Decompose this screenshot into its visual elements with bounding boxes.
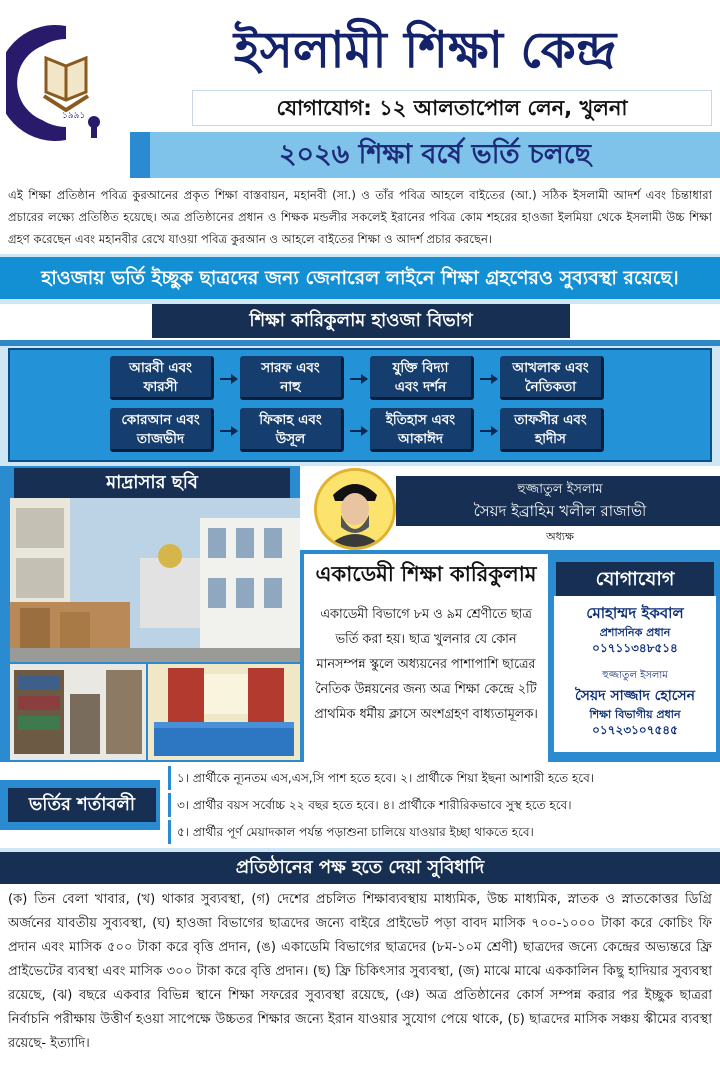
contact-2-phone[interactable]: ০১৭২৩১০৭৫৪৫ <box>592 723 678 737</box>
subject-arabic-persian <box>110 356 214 400</box>
page-title: ইসলামী শিক্ষা কেন্দ্র <box>233 20 617 79</box>
facilities-list: (ক) তিন বেলা খাবার, (খ) থাকার সুব্যবস্থা, (গ) দেশের প্রচলিত শিক্ষাব্যবস্থায় মাধ্যমিক, উচ্চ মাধ্যমিক, স্নাতক ও স্নাতকোত্তর ডিগ্রি অর্জনের যাবতীয় সুব্যবস্থা, (ঘ) হাওজা বিভাগের ছাত্রদের জন্যে বাইরে প্রাইভেট পড়া বাবদ মাসিক ৭০০-১০০০ টাকা করে কোচিং ফি প্রদান এবং মাসিক ৫০০ টাকা করে বৃত্তি প্রদান, (ঙ) একাডেমি বিভাগের ছাত্রদের (৮ম-১০ম শ্রেণী) ছাত্রদের জন্যে কেন্দ্রের অভ্যন্তরে ফ্রি প্রাইভেটের ব্যবস্থা এবং মাসিক ৩০০ টাকা করে বৃত্তি প্রদান। (ছ) ফ্রি চিকিৎসার সুব্যবস্থা, (জ) মাঝে মাঝে এককালিন কিছু হাদিয়ার সুব্যবস্থা রয়েছে, (ঝ) বছরে একবার বিভিন্ন স্থানে শিক্ষা সফরের সুব্যবস্থা রয়েছে, (ঞ) অত্র প্রতিষ্ঠানের কোর্স সম্পন্ন করার পর ইচ্ছুক ছাত্ররা নির্বাচনি পরীক্ষায় উত্তীর্ণ হওয়া সাপেক্ষে উচ্চতর শিক্ষার জন্যে ইরান যাওয়ার সুযোগ পেয়ে থাকে, (চ) ছাত্রদের মাসিক সঞ্চয় স্কীমের ব্যবস্থা রয়েছে- ইত্যাদি। <box>0 884 720 1080</box>
admission-stripe <box>130 132 150 178</box>
arrow-icon <box>350 430 366 432</box>
arrow-icon <box>350 378 366 380</box>
condition-line: ৩। প্রার্থীর বয়স সর্বোচ্চ ২২ বছর হতে হবে। ৪। প্রার্থীকে শারীরিকভাবে সুস্থ হতে হবে। <box>168 793 716 817</box>
subject-label: তাফসীর এবং হাদীস <box>514 412 587 447</box>
madrasa-building-photo <box>10 498 300 662</box>
arrow-icon <box>480 430 496 432</box>
logo <box>6 18 124 148</box>
curriculum-grid <box>8 348 712 462</box>
contact-details <box>554 596 716 752</box>
subject-logic-philosophy <box>370 356 474 400</box>
subject-sarf-nahu <box>240 356 344 400</box>
contact-2-role: শিক্ষা বিভাগীয় প্রধান <box>589 708 681 721</box>
contact-1-phone[interactable]: ০১৭১১৩৪৮৫১৪ <box>592 641 678 655</box>
facilities-heading: প্রতিষ্ঠানের পক্ষ হতে দেয়া সুবিধাদি <box>0 852 720 884</box>
photo-section-title: মাদ্রাসার ছবি <box>14 468 290 498</box>
subject-label: ফিকাহ এবং উসূল <box>259 412 322 447</box>
arrow-icon <box>480 378 496 380</box>
subject-label: ইতিহাস এবং আকাঈদ <box>385 412 456 447</box>
subject-label: সারফ এবং নাহু <box>261 360 320 395</box>
subject-label: আরবী এবং ফারসী <box>129 360 192 395</box>
arrow-icon <box>220 430 236 432</box>
subject-label: আখলাক এবং নৈতিকতা <box>512 360 589 395</box>
subject-fiqh-usul <box>240 408 344 452</box>
contact-1-name: মোহাম্মদ ইকবাল <box>586 604 684 622</box>
logo-year: ১৯৯১ <box>62 111 86 121</box>
director-role: অধ্যক্ষ <box>546 530 574 543</box>
subject-label: যুক্তি বিদ্যা এবং দর্শন <box>392 360 449 395</box>
condition-line: ৫। প্রার্থীর পূর্ণ মেয়াদকাল পর্যন্ত পড়াশুনা চালিয়ে যাওয়ার ইচ্ছা থাকতে হবে। <box>168 820 716 844</box>
contact-heading: যোগাযোগ <box>556 562 714 596</box>
director-honorific: হুজ্জাতুল ইসলাম <box>517 482 603 497</box>
contact-2-honorific: হুজ্জাতুল ইসলাম <box>602 670 668 681</box>
subject-history-aqaid <box>370 408 474 452</box>
subject-label: কোরআন এবং তাজভীদ <box>121 412 200 447</box>
subject-quran-tajweed <box>110 408 214 452</box>
intro-paragraph: এই শিক্ষা প্রতিষ্ঠান পবিত্র কুরআনের প্রকৃত শিক্ষা বাস্তবায়ন, মহানবী (সা.) ও তাঁর পবিত্র আহলে বাইতের (আ.) সঠিক ইসলামী আদর্শ এবং চিন্তাধারা প্রচারের লক্ষ্যে প্রতিষ্ঠিত হয়েছে। অত্র প্রতিষ্ঠানের প্রধান ও শিক্ষক মন্ডলীর সকলেই ইরানের পবিত্র কোম শহরের হাওজা ইলমিয়া থেকে ইসলামী উচ্চ শিক্ষা গ্রহণ করেছেন এবং মহানবীর রেখে যাওয়া পবিত্র কুরআন ও আহলে বাইতের শিক্ষা ও আদর্শ প্রচার করছেন। <box>0 180 720 254</box>
director-name: সৈয়দ ইব্রাহিম খলীল রাজাভী <box>473 502 647 520</box>
subject-tafsir-hadith <box>500 408 604 452</box>
library-photo <box>10 664 146 760</box>
subject-akhlaq-ethics <box>500 356 604 400</box>
curriculum-title: শিক্ষা কারিকুলাম হাওজা বিভাগ <box>152 304 570 338</box>
conditions-label: ভর্তির শর্তাবলী <box>8 788 156 822</box>
admission-banner: ২০২৬ শিক্ষা বর্ষে ভর্তি চলছে <box>150 132 720 178</box>
general-line-banner: হাওজায় ভর্তি ইচ্ছুক ছাত্রদের জন্য জেনারেল লাইনে শিক্ষা গ্রহণেরও সুব্যবস্থা রয়েছে। <box>0 257 720 299</box>
curriculum-divider <box>0 340 720 346</box>
dormitory-photo <box>148 664 300 760</box>
contact-2-name: সৈয়দ সাজ্জাদ হোসেন <box>575 688 695 704</box>
academy-title: একাডেমী শিক্ষা কারিকুলাম <box>304 554 548 594</box>
arrow-icon <box>220 378 236 380</box>
contact-1-role: প্রশাসনিক প্রধান <box>599 626 671 639</box>
academy-description: একাডেমী বিভাগে ৮ম ও ৯ম শ্রেণীতে ছাত্র ভর্তি করা হয়। ছাত্র খুলনার যে কোন মানসম্পন্ন স্কুলে অধ্যয়নের পাশাপাশি ছাত্রের নৈতিক উন্নয়নের জন্য অত্র শিক্ষা কেন্দ্রে ২টি প্রাথমিক ধর্মীয় ক্লাসে অংশগ্রহণ বাধ্যতামূলক। <box>304 594 548 762</box>
director-portrait <box>314 468 396 550</box>
address-bar: যোগাযোগ: ১২ আলতাপোল লেন, খুলনা <box>192 90 712 126</box>
condition-line: ১। প্রার্থীকে ন্যূনতম এস,এস,সি পাশ হতে হবে। ২। প্রার্থীকে শিয়া ইছনা আশারী হতে হবে। <box>168 766 716 790</box>
